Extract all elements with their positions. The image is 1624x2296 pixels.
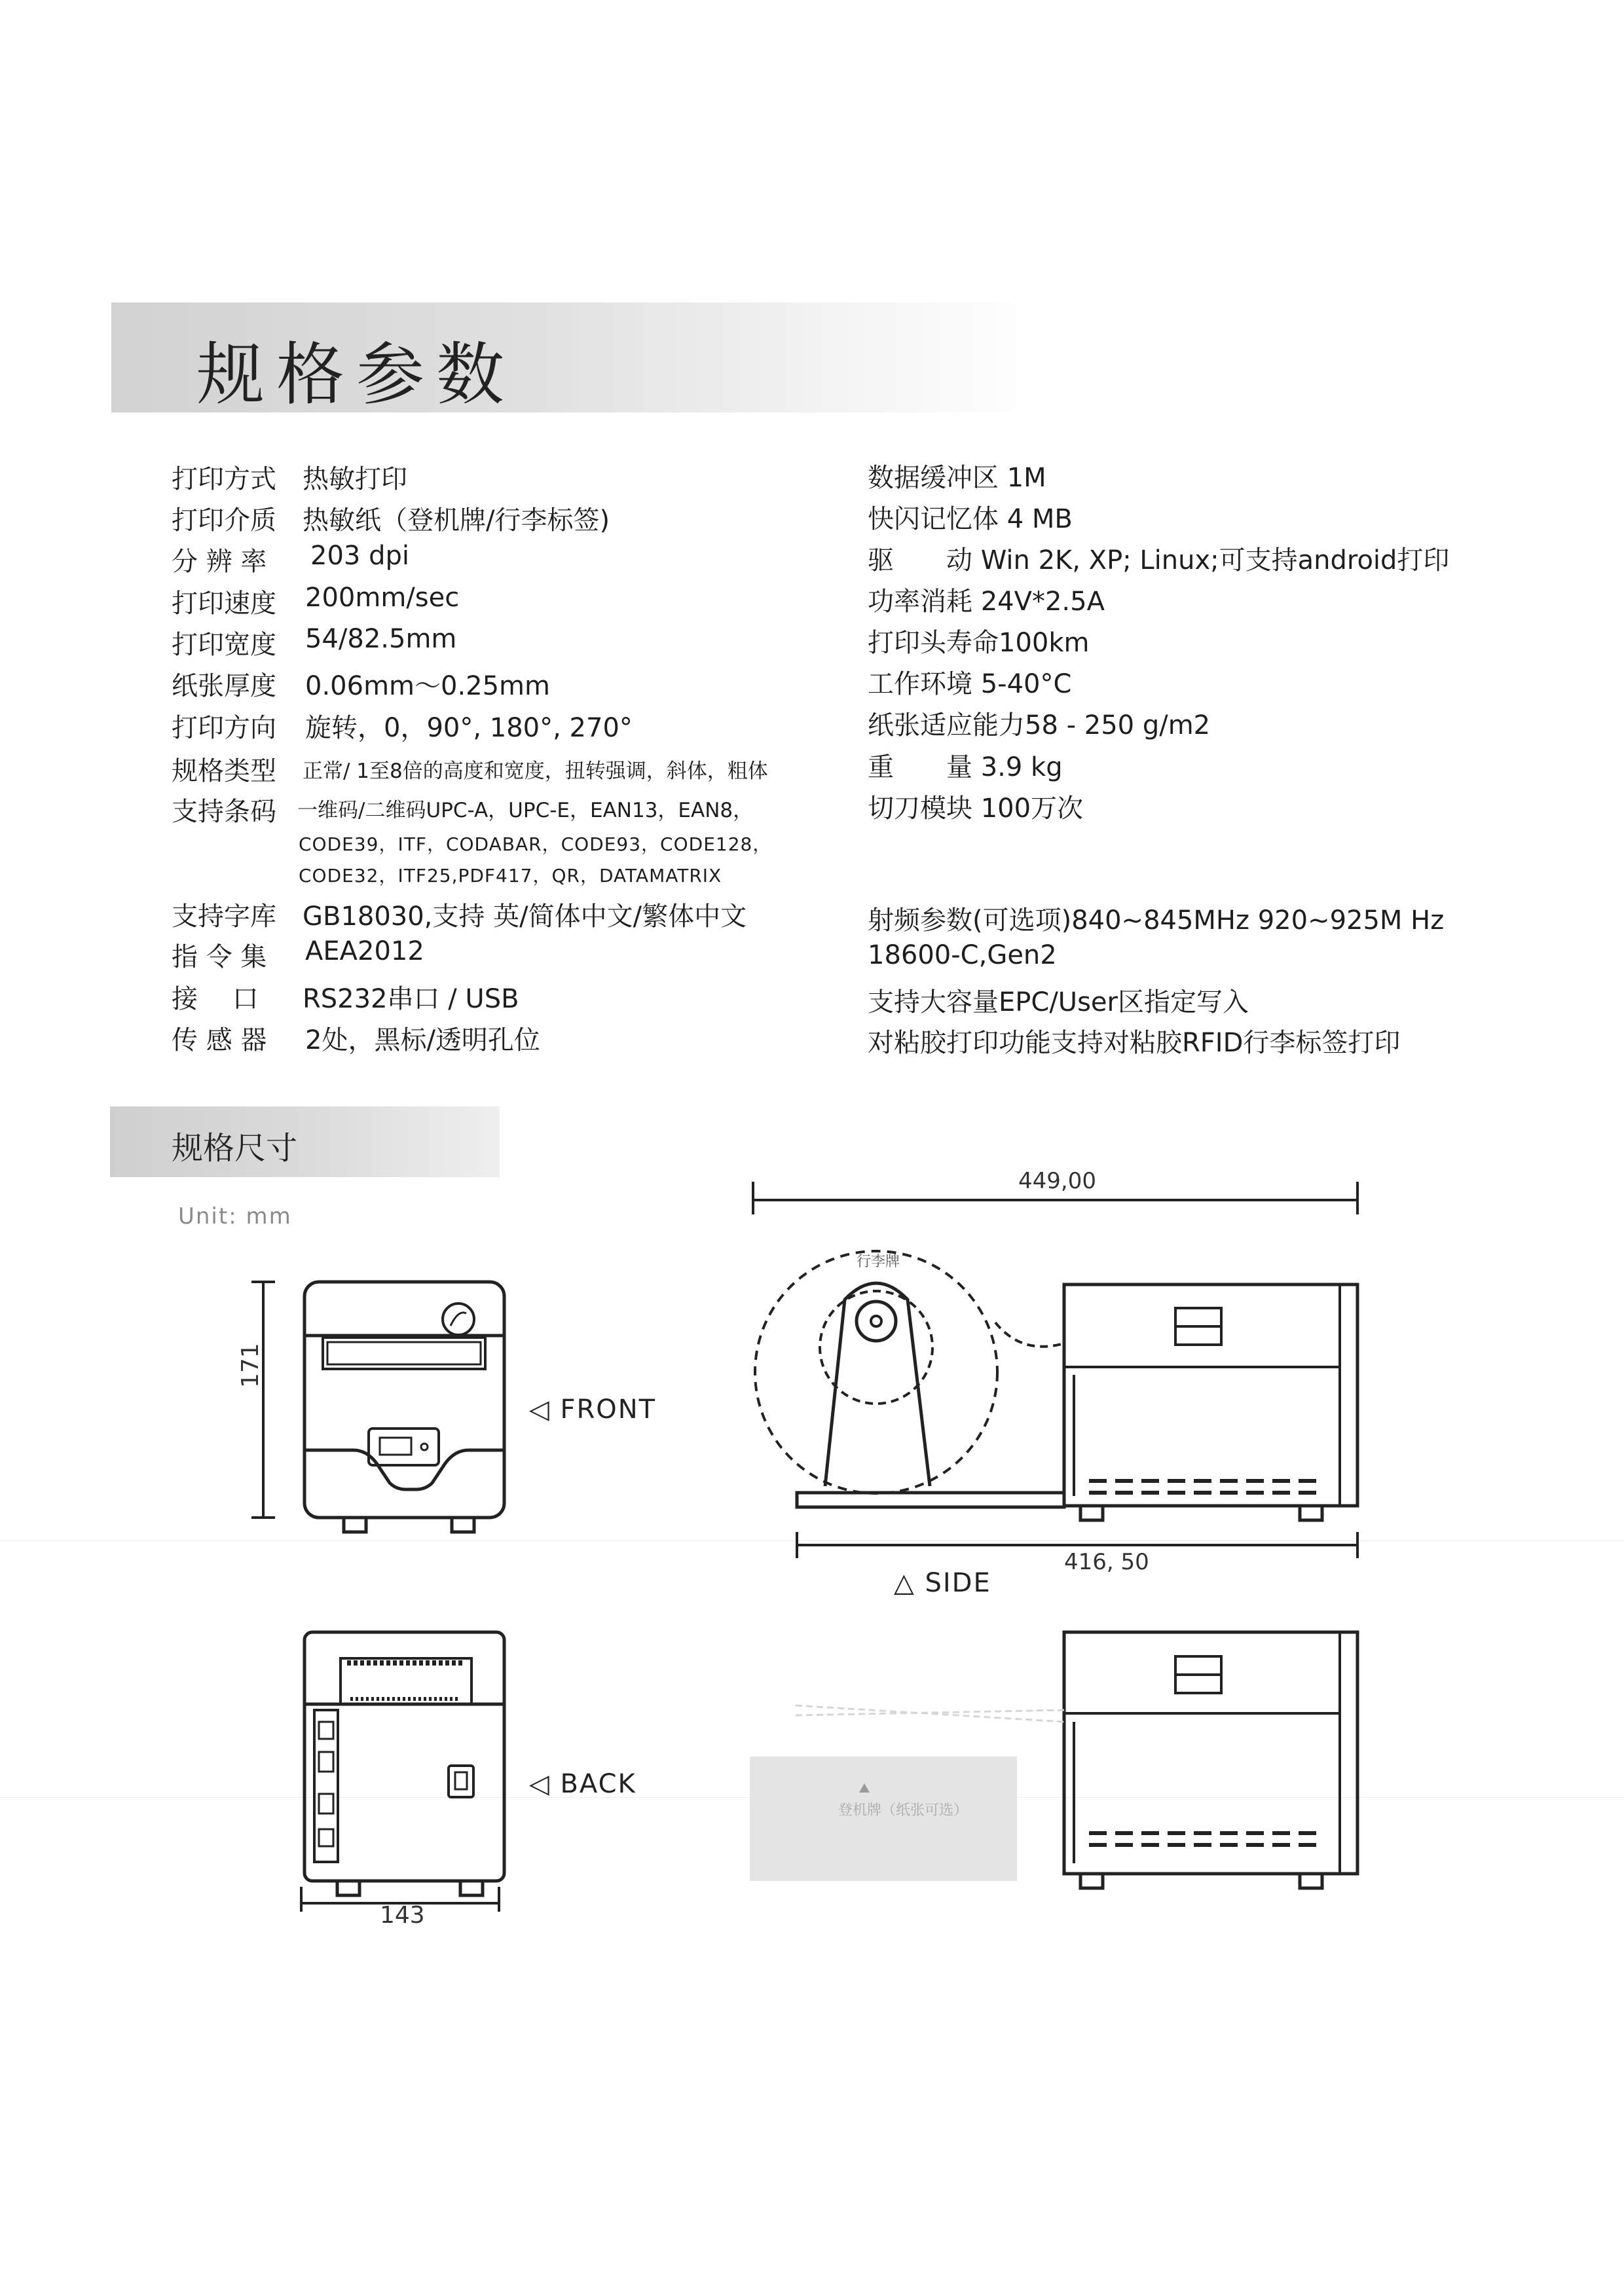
spec-label: 规格类型 (172, 756, 276, 786)
spec-value: 54/82.5mm (305, 624, 457, 654)
spec-right-row: 切刀模块 100万次 (868, 793, 1084, 824)
spec-label: 打印介质 (172, 505, 276, 536)
printer-side-view-card (1064, 1632, 1357, 1888)
height-value: 171 (237, 1343, 264, 1388)
rfid-line: 18600-C,Gen2 (868, 940, 1057, 970)
spec-value: 正常/ 1至8倍的高度和宽度，扭转强调，斜体，粗体 (303, 759, 768, 783)
section-title: 规格尺寸 (172, 1130, 298, 1167)
height-dimension (251, 1282, 275, 1518)
rfid-line: 射频参数(可选项)840~845MHz 920~925M Hz (868, 905, 1445, 936)
base-length-value: 416, 50 (1064, 1549, 1149, 1575)
spec-label: 打印方式 (172, 464, 276, 494)
spec-value: GB18030,支持 英/简体中文/繁体中文 (303, 902, 747, 932)
spec-right-row: 打印头寿命100km (868, 628, 1090, 658)
roll-label: 行李牌 (857, 1254, 900, 1270)
spec-value: 0.06mm～0.25mm (305, 671, 550, 701)
spec-label: 传 感 器 (172, 1025, 267, 1055)
spec-value: 203 dpi (310, 541, 409, 571)
total-length-value: 449,00 (1018, 1168, 1096, 1194)
spec-label: 打印速度 (172, 589, 276, 619)
spec-value: AEA2012 (305, 936, 424, 966)
spec-label: 指 令 集 (172, 942, 267, 972)
back-label: ◁ BACK (529, 1769, 637, 1799)
spec-value: RS232串口 / USB (303, 984, 519, 1014)
spec-value: CODE39，ITF，CODABAR，CODE93，CODE128， (299, 833, 772, 855)
spec-right-row: 功率消耗 24V*2.5A (868, 587, 1105, 617)
spec-value: 200mm/sec (305, 583, 460, 613)
printer-side-view (755, 1251, 1357, 1520)
spec-value: CODE32，ITF25,PDF417，QR，DATAMATRIX (299, 865, 722, 886)
spec-right-row: 数据缓冲区 1M (868, 463, 1046, 493)
spec-label: 打印方向 (172, 713, 276, 743)
spec-value: 热敏打印 (303, 464, 407, 494)
width-value: 143 (380, 1902, 425, 1929)
spec-label: 打印宽度 (172, 630, 276, 660)
printer-back-view (304, 1632, 504, 1895)
rfid-line: 支持大容量EPC/User区指定写入 (868, 987, 1249, 1017)
spec-label: 接 口 (172, 984, 259, 1014)
spec-value: 旋转，0，90°, 180°, 270° (305, 713, 633, 743)
spec-label: 支持字库 (172, 902, 276, 932)
spec-value: 2处，黑标/透明孔位 (305, 1025, 540, 1055)
page-title: 规格参数 (196, 335, 517, 414)
spec-right-row: 快闪记忆体 4 MB (868, 504, 1073, 534)
spec-right-row: 工作环境 5-40°C (868, 669, 1072, 699)
spec-value: 一维码/二维码UPC-A，UPC-E，EAN13，EAN8， (297, 799, 754, 822)
spec-right-row: 纸张适应能力58 - 250 g/m2 (868, 710, 1211, 740)
spec-label: 支持条码 (172, 797, 276, 827)
printer-front-view (304, 1282, 504, 1532)
spec-label: 纸张厚度 (172, 671, 276, 701)
rfid-line: 对粘胶打印功能支持对粘胶RFID行李标签打印 (868, 1028, 1401, 1058)
spec-right-row: 驱 动 Win 2K, XP; Linux;可支持android打印 (868, 545, 1450, 575)
spec-right-row: 重 量 3.9 kg (868, 752, 1063, 782)
side-label: △ SIDE (894, 1568, 991, 1598)
front-label: ◁ FRONT (529, 1394, 657, 1425)
unit-label: Unit: mm (178, 1203, 292, 1230)
spec-value: 热敏纸（登机牌/行李标签) (303, 505, 610, 536)
card-label: 登机牌（纸张可选） (838, 1802, 969, 1819)
spec-label: 分 辨 率 (172, 547, 267, 577)
